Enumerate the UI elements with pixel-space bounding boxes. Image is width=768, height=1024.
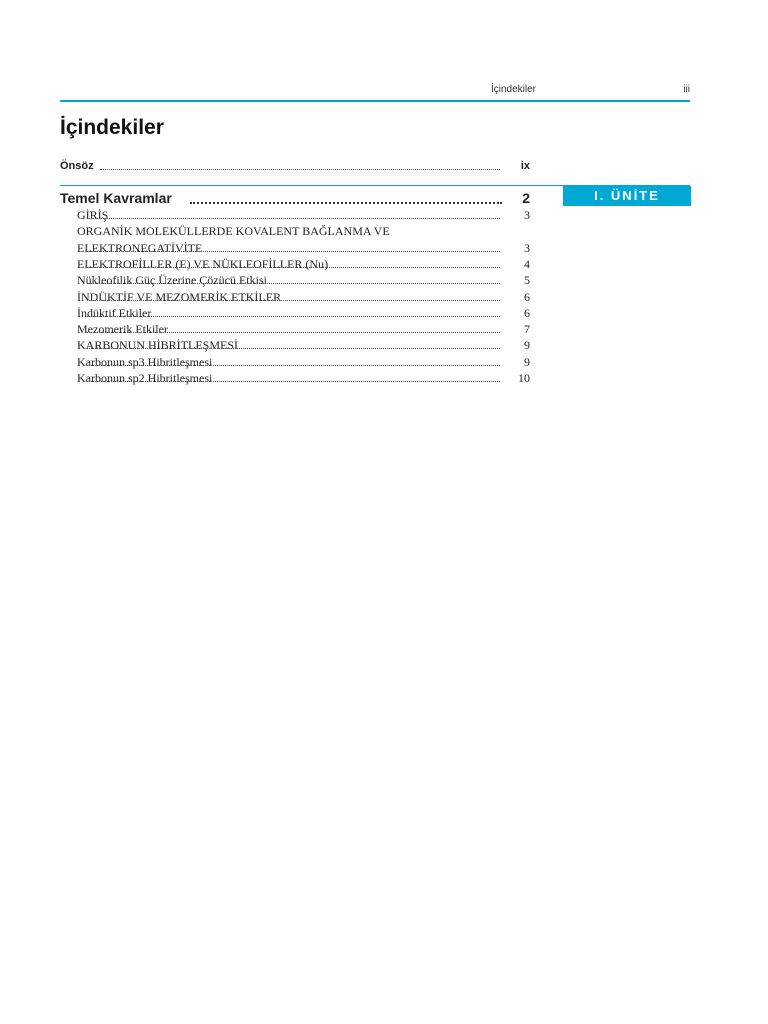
toc-entry-label: Mezomerik Etkiler	[77, 322, 168, 337]
toc-unit-row[interactable]	[60, 189, 530, 207]
toc-entry-page: 4	[524, 256, 530, 271]
toc-entry[interactable]	[77, 272, 530, 288]
toc-entry-label: ELEKTROFİLLER (E) VE NÜKLEOFİLLER (Nu)	[77, 256, 329, 271]
toc-entry-label: GİRİŞ	[77, 208, 109, 222]
toc-entry-label: KARBONUN HİBRİTLEŞMESİ	[77, 338, 239, 353]
unit-badge: I. ÜNİTE	[563, 186, 691, 206]
dot-leader	[87, 251, 500, 252]
toc-entry-page: 6	[524, 305, 530, 320]
toc-entry-label: İndüktif Etkiler	[77, 305, 152, 320]
toc-entry-page: 3	[524, 208, 530, 222]
toc-entry[interactable]	[77, 305, 530, 321]
dot-leader	[190, 202, 502, 204]
toc-entry-label: Karbonun sp3 Hibritleşmesi	[77, 354, 213, 369]
toc-entry-page: 9	[524, 338, 530, 353]
toc-entry[interactable]	[77, 370, 530, 386]
toc-unit-page: 2	[522, 190, 530, 206]
toc-unit-title: Temel Kavramlar	[60, 190, 172, 206]
dot-leader	[87, 267, 500, 268]
toc-entry-label: ORGANİK MOLEKÜLLERDE KOVALENT BAĞLANMA VE	[77, 224, 390, 239]
toc-entry[interactable]	[77, 223, 530, 239]
dot-leader	[87, 218, 500, 219]
running-header	[60, 80, 690, 98]
toc-entry[interactable]	[77, 207, 530, 223]
running-header-page-number: iii	[683, 84, 690, 95]
toc-entry-page: 5	[524, 273, 530, 288]
toc-entry-page: 3	[524, 240, 530, 255]
toc-entry[interactable]	[77, 321, 530, 337]
dot-leader	[87, 381, 500, 382]
toc-entry[interactable]	[77, 289, 530, 305]
toc-entry-label: Karbonun sp2 Hibritleşmesi	[77, 371, 213, 385]
toc-entry-label: Nükleofilik Güç Üzerine Çözücü Etkisi	[77, 273, 267, 288]
toc-entry-page: 10	[518, 371, 530, 385]
toc-entry-label: ELEKTRONEGATİVİTE	[77, 240, 203, 255]
dot-leader	[87, 283, 500, 284]
toc-entry-page: 9	[524, 354, 530, 369]
dot-leader	[87, 332, 500, 333]
toc-entry-page: 7	[524, 322, 530, 337]
toc-entry[interactable]	[77, 240, 530, 256]
dot-leader	[87, 348, 500, 349]
dot-leader	[87, 365, 500, 366]
toc-preface-row[interactable]	[60, 158, 530, 174]
dot-leader	[87, 300, 500, 301]
toc-entry-label: İNDÜKTİF VE MEZOMERİK ETKİLER	[77, 289, 282, 304]
toc-entry[interactable]	[77, 256, 530, 272]
toc-entry[interactable]	[77, 354, 530, 370]
toc-entry[interactable]	[77, 337, 530, 353]
running-header-title: İçindekiler	[490, 84, 536, 95]
toc-preface-label: Önsöz	[60, 160, 94, 172]
toc-entry-page: 6	[524, 289, 530, 304]
dot-leader	[100, 169, 500, 170]
header-rule	[60, 100, 690, 102]
page-title: İçindekiler	[60, 116, 164, 139]
toc-preface-page: ix	[520, 160, 530, 172]
dot-leader	[87, 316, 500, 317]
